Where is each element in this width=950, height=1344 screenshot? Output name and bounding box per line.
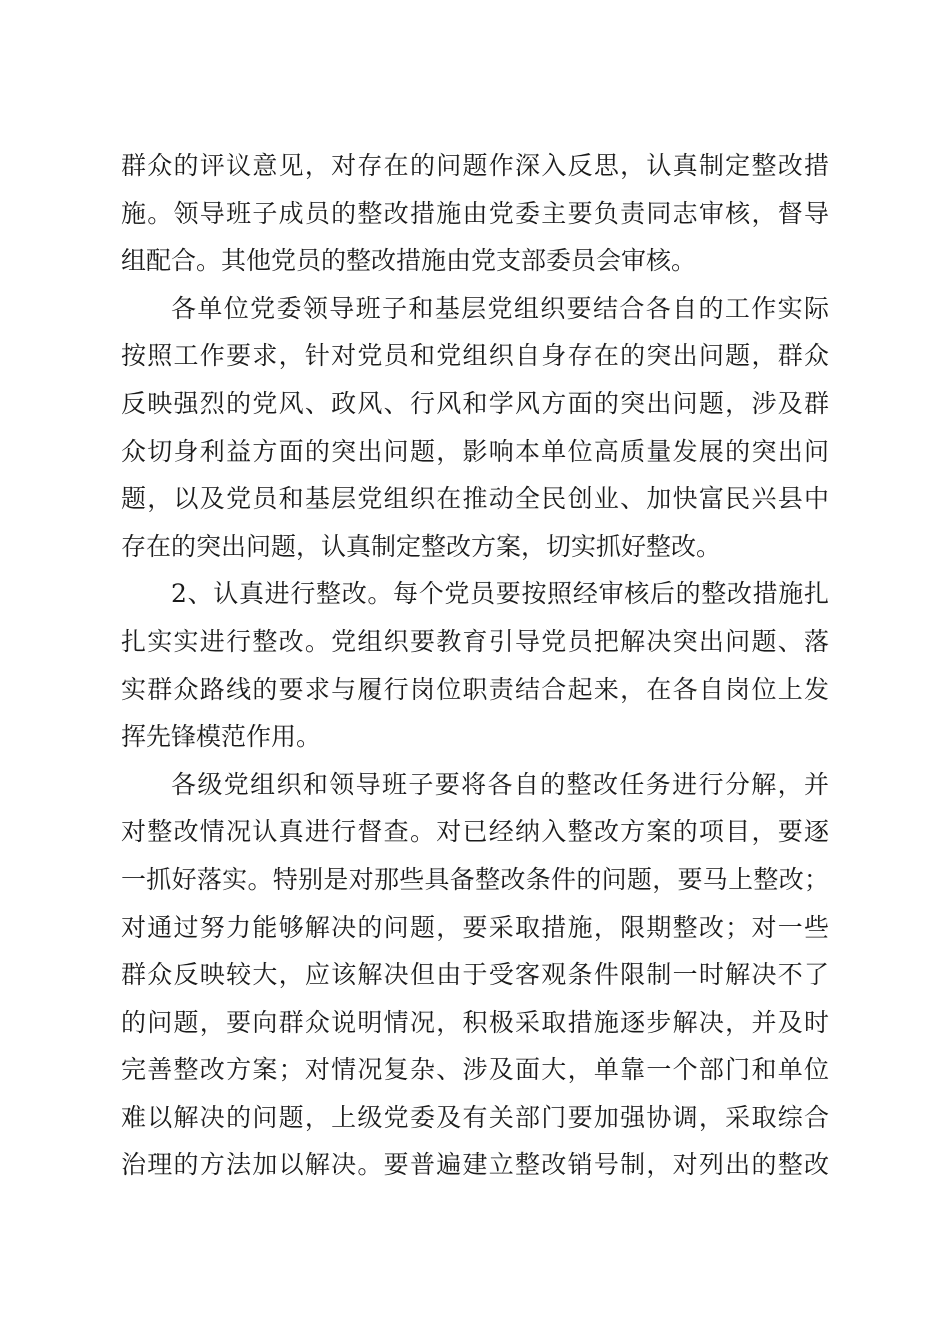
text-line: 挥先锋模范作用。 (121, 722, 322, 752)
text-line: 难以解决的问题，上级党委及有关部门要加强协调，采取综合 (121, 1102, 829, 1132)
text-line: 一抓好落实。特别是对那些具备整改条件的问题，要马上整改； (121, 864, 829, 894)
text-line: 组配合。其他党员的整改措施由党支部委员会审核。 (121, 246, 697, 276)
text-line: 各单位党委领导班子和基层党组织要结合各自的工作实际 (171, 293, 829, 323)
text-line: 存在的突出问题，认真制定整改方案，切实抓好整改。 (121, 531, 722, 561)
text-line: 施。领导班子成员的整改措施由党委主要负责同志审核，督导 (121, 198, 829, 228)
text-line: 实群众路线的要求与履行岗位职责结合起来，在各自岗位上发 (121, 674, 829, 704)
text-line: 各级党组织和领导班子要将各自的整改任务进行分解，并 (171, 769, 829, 799)
text-line: 题，以及党员和基层党组织在推动全民创业、加快富民兴县中 (121, 484, 829, 514)
text-line: 对通过努力能够解决的问题，要采取措施，限期整改；对一些 (121, 912, 829, 942)
text-line: 治理的方法加以解决。要普遍建立整改销号制，对列出的整改 (121, 1150, 829, 1180)
text-line: 完善整改方案；对情况复杂、涉及面大，单靠一个部门和单位 (121, 1055, 829, 1085)
text-line: 反映强烈的党风、政风、行风和学风方面的突出问题，涉及群 (121, 388, 829, 418)
text-line: 群众的评议意见，对存在的问题作深入反思，认真制定整改措 (121, 151, 829, 180)
body-text (121, 142, 829, 1189)
text-line: 扎实实进行整改。党组织要教育引导党员把解决突出问题、落 (121, 626, 829, 656)
text-line: 的问题，要向群众说明情况，积极采取措施逐步解决，并及时 (121, 1007, 829, 1037)
text-line: 2、认真进行整改。每个党员要按照经审核后的整改措施扎 (171, 579, 829, 609)
text-line: 众切身利益方面的突出问题，影响本单位高质量发展的突出问 (121, 436, 829, 466)
text-line: 群众反映较大，应该解决但由于受客观条件限制一时解决不了 (121, 960, 829, 990)
text-line: 对整改情况认真进行督查。对已经纳入整改方案的项目，要逐 (121, 817, 829, 847)
text-line: 按照工作要求，针对党员和党组织自身存在的突出问题，群众 (121, 341, 829, 371)
